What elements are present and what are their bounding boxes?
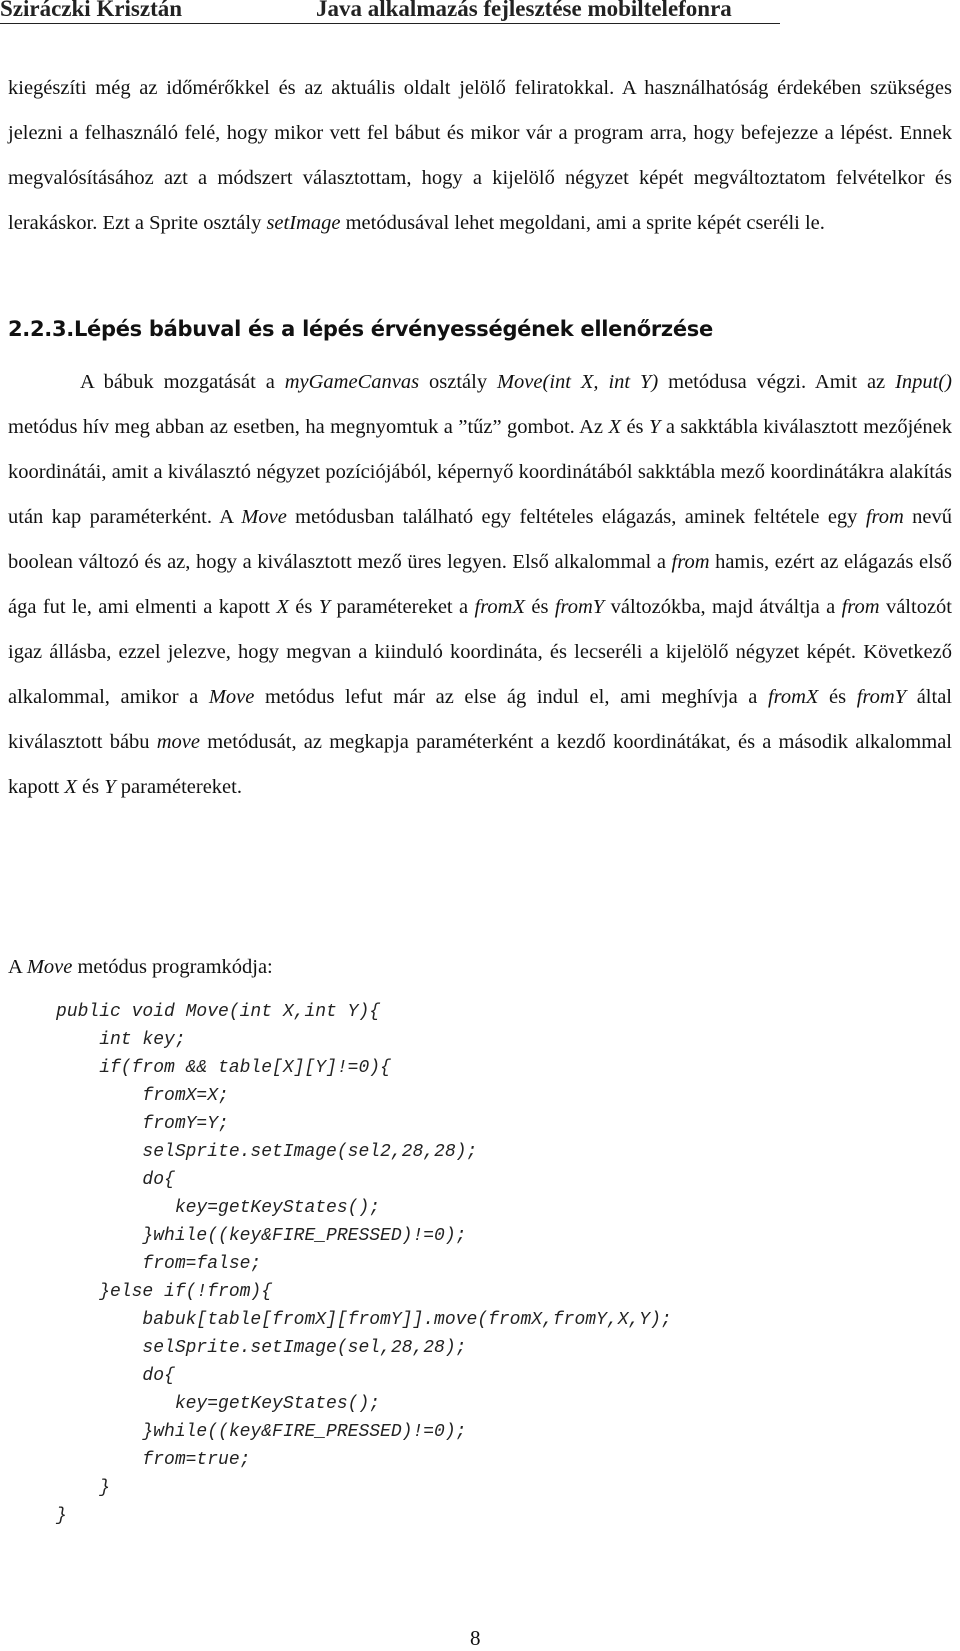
italic-term: move (156, 731, 201, 753)
section-heading: 2.2.3.Lépés bábuval és a lépés érvényességének ellenőrzése (8, 317, 713, 341)
code-line: public void Move(int X,int Y){ (56, 1002, 381, 1022)
code-line: }while((key&FIRE_PRESSED)!=0); (56, 1422, 467, 1442)
code-line: do{ (56, 1366, 175, 1386)
italic-term: X (64, 776, 77, 798)
italic-term: Y (104, 776, 116, 798)
header-title: Java alkalmazás fejlesztése mobiltelefonra (316, 0, 732, 21)
italic-term: X (608, 416, 622, 438)
code-line: babuk[table[fromX][fromY]].move(fromX,fromY,X,Y); (56, 1310, 672, 1330)
italic-term: from (671, 551, 710, 573)
code-line: } (56, 1506, 67, 1526)
code-line: from=true; (56, 1450, 251, 1470)
page-header (0, 0, 960, 30)
paragraph-move-description (8, 360, 952, 810)
italic-term: Move(int X, int Y) (496, 371, 659, 393)
code-line: selSprite.setImage(sel,28,28); (56, 1338, 467, 1358)
italic-term: fromX (474, 596, 525, 618)
italic-term: myGameCanvas (284, 371, 420, 393)
code-line: key=getKeyStates(); (56, 1198, 381, 1218)
header-author: Sziráczki Krisztán (0, 0, 183, 21)
code-line: from=false; (56, 1254, 262, 1274)
code-line: fromY=Y; (56, 1114, 229, 1134)
italic-term: Move (26, 956, 73, 978)
paragraph-intro-text: kiegészíti még az időmérőkkel és az aktuális oldalt jelölő feliratokkal. A használhatóság érdekében szükséges jelezni a felhasználó felé, hogy mikor vett fel bábut és mikor vár a program arra, hogy befejezze a lépést. Ennek megvalósításához azt a módszert választottam, hogy a kijelölő négyzet képét megváltoztatom felvételkor és lerakáskor. Ezt a Sprite osztály setImage metódusával lehet megoldani, ami a sprite képét cseréli le. (8, 77, 952, 234)
header-rule (0, 23, 780, 24)
page-number: 8 (470, 1626, 481, 1650)
italic-term: Input() (895, 371, 952, 393)
italic-term: fromX (767, 686, 819, 708)
code-line: do{ (56, 1170, 175, 1190)
italic-term: Y (318, 596, 331, 618)
paragraph-code-caption (8, 945, 952, 990)
italic-term: X (276, 596, 289, 618)
code-line: }else if(!from){ (56, 1282, 273, 1302)
code-line: fromX=X; (56, 1086, 229, 1106)
code-caption-text: A Move metódus programkódja: (8, 956, 273, 978)
code-line: selSprite.setImage(sel2,28,28); (56, 1142, 478, 1162)
italic-term: Move (208, 686, 255, 708)
code-line: }while((key&FIRE_PRESSED)!=0); (56, 1226, 467, 1246)
italic-term: from (865, 506, 904, 528)
italic-term: fromY (856, 686, 907, 708)
paragraph-intro (8, 66, 952, 246)
italic-term: from (841, 596, 880, 618)
code-block (56, 998, 672, 1530)
italic-term: setImage (266, 212, 341, 234)
code-line: if(from && table[X][Y]!=0){ (56, 1058, 391, 1078)
code-line: int key; (56, 1030, 186, 1050)
paragraph-move-text: A bábuk mozgatását a myGameCanvas osztály Move(int X, int Y) metódusa végzi. Amit az Input() metódus hív meg abban az esetben, ha megnyomtuk a ”tűz” gombot. Az X és Y a sakktábla kiválasztott mezőjének koordinátái, amit a kiválasztó négyzet pozíciójából, képernyő koordinátából sakktábla mező koordinátákra alakítás után kap paraméterként. A Move metódusban található egy feltételes elágazás, aminek feltétele egy from nevű boolean változó és az, hogy a kiválasztott mező üres legyen. Első alkalommal a from hamis, ezért az elágazás első ága fut le, ami elmenti a kapott X és Y paramétereket a fromX és fromY változókba, majd átváltja a from változót igaz állásba, ezzel jelezve, hogy megvan a kiinduló koordináta, és lecseréli a kijelölő négyzet képét. Következő alkalommal, amikor a Move metódus lefut már az else ág indul el, ami meghívja a fromX és fromY által kiválasztott bábu move metódusát, az megkapja paraméterként a kezdő koordinátákat, és a második alkalommal kapott X és Y paramétereket. (8, 371, 952, 798)
code-line: } (56, 1478, 111, 1498)
italic-term: Move (241, 506, 287, 528)
italic-term: fromY (554, 596, 605, 618)
italic-term: Y (649, 416, 661, 438)
code-line: key=getKeyStates(); (56, 1394, 381, 1414)
